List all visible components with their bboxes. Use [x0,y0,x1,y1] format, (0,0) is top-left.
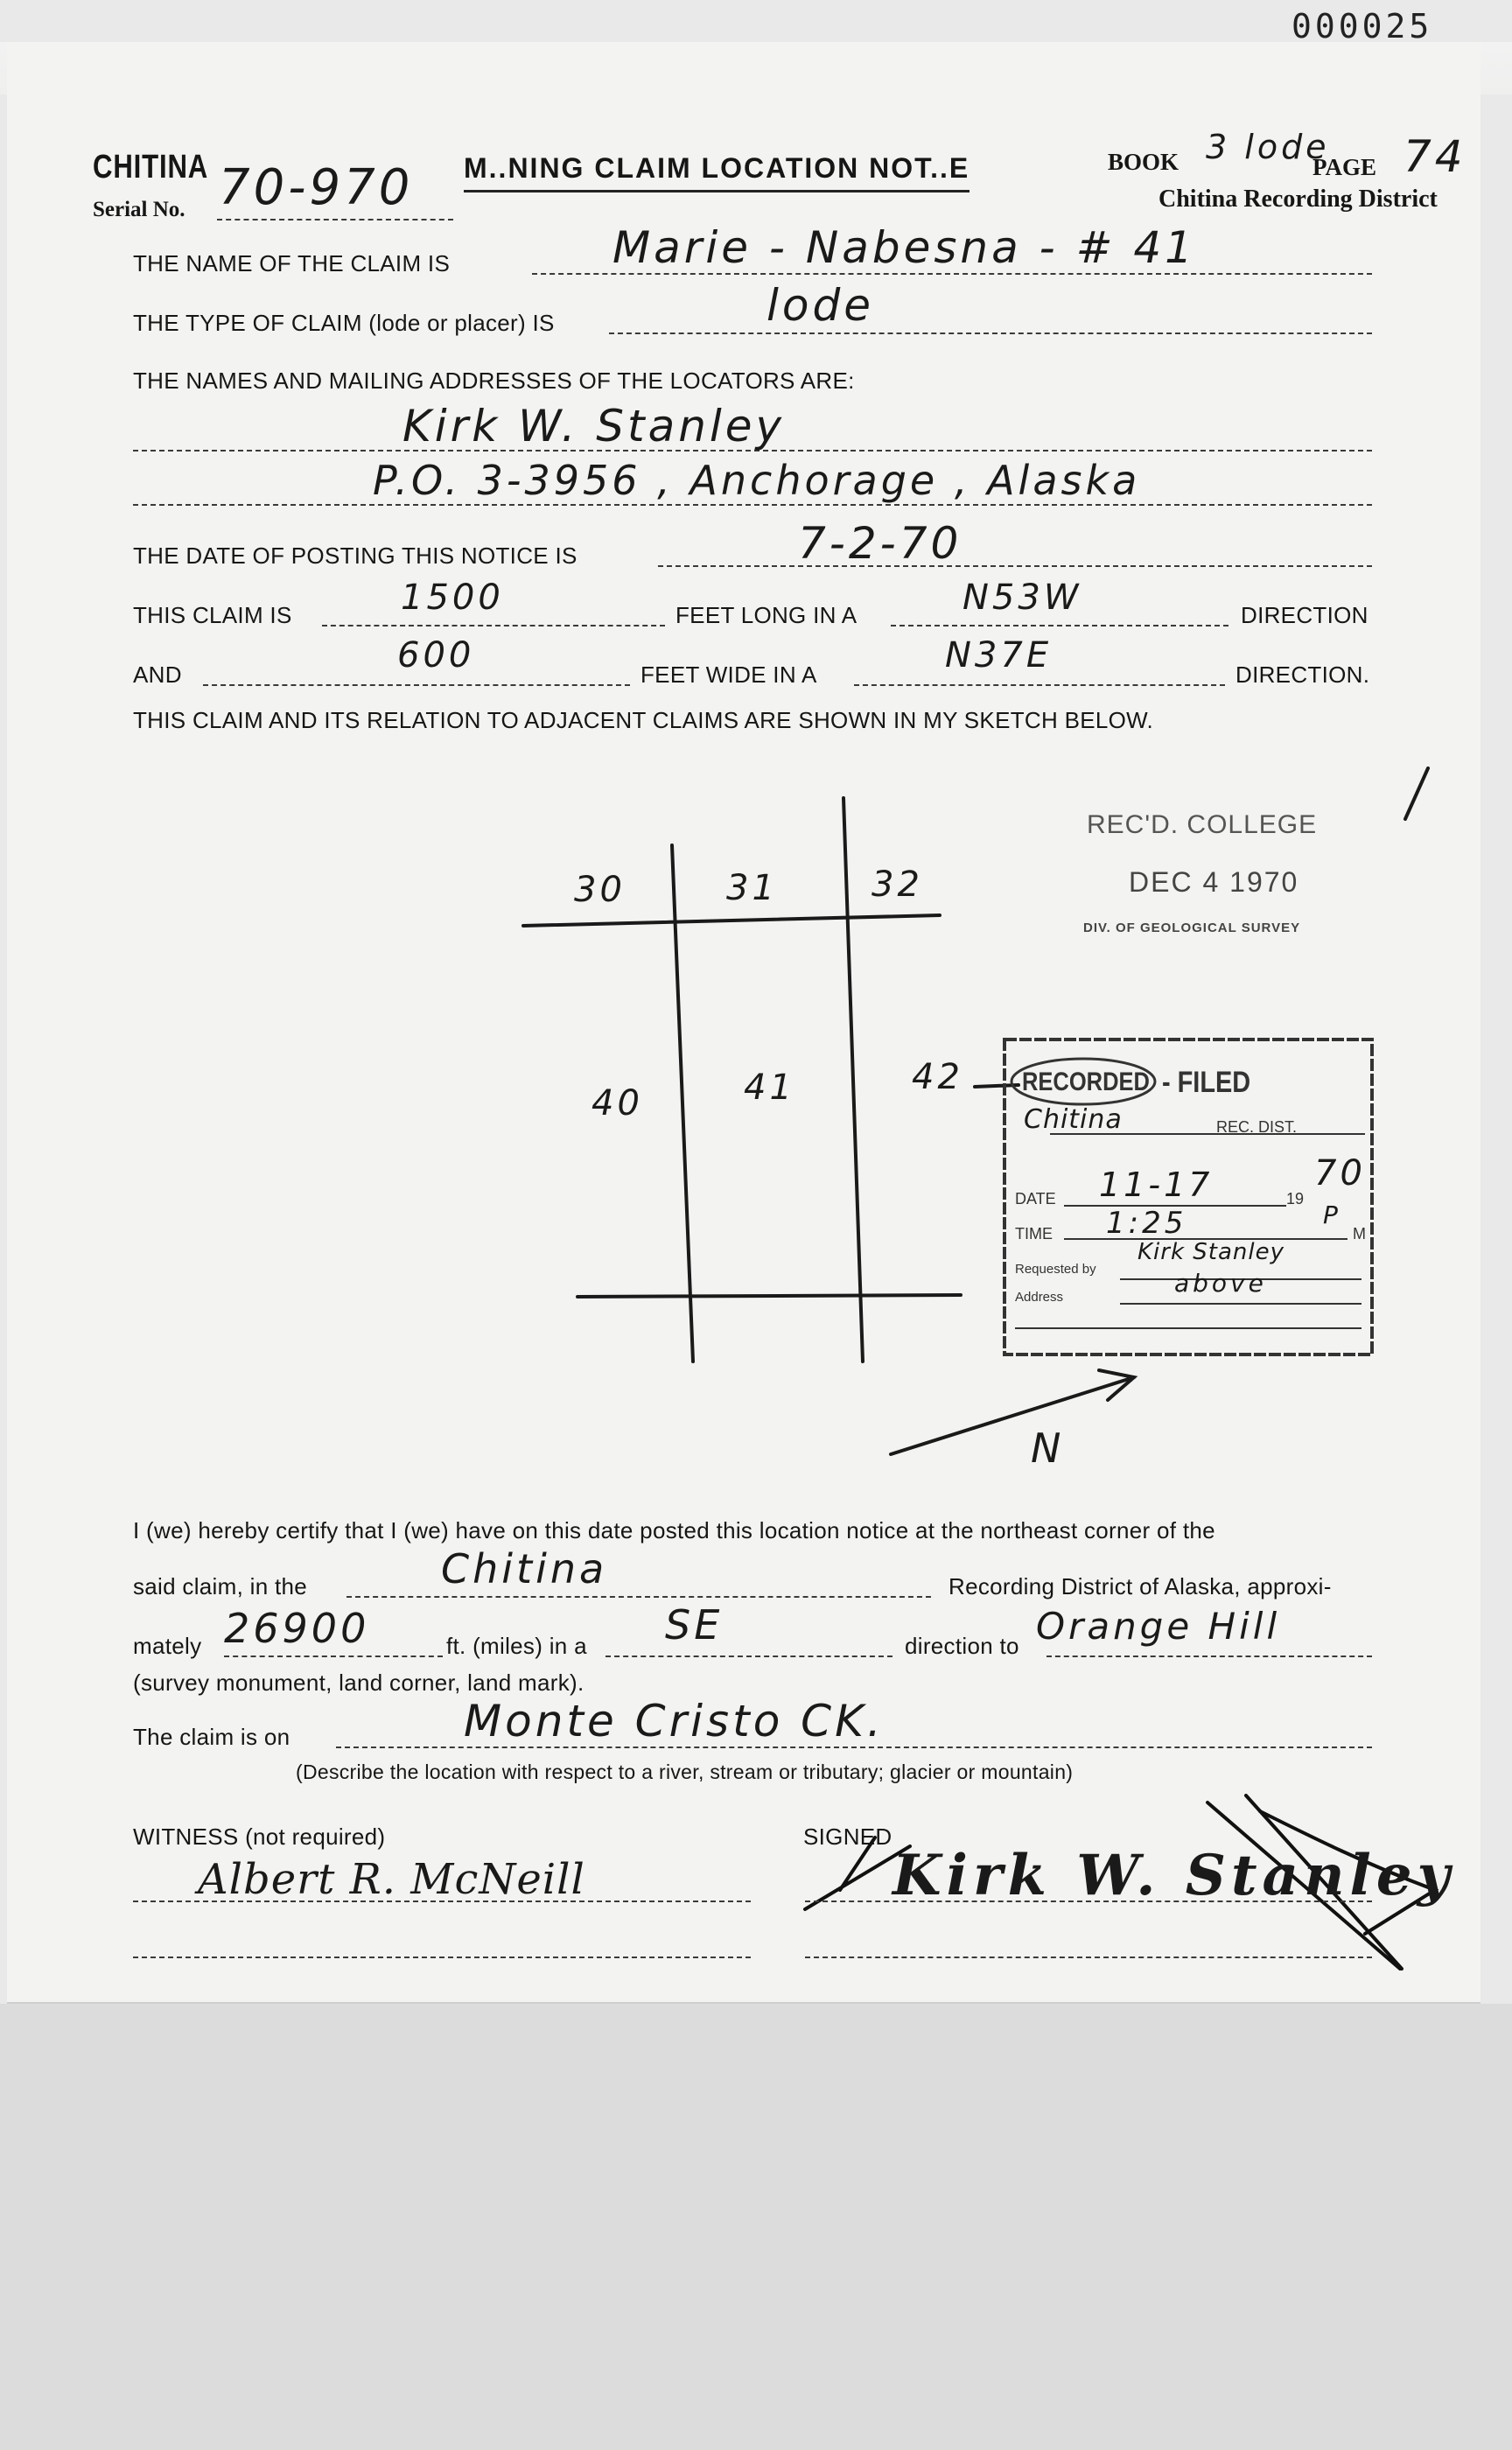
serial-value: 70-970 [219,159,414,216]
direction-label: DIRECTION [1241,602,1368,628]
direction-label-2: DIRECTION. [1236,662,1370,688]
received-stamp-line3: DIV. OF GEOLOGICAL SURVEY [1083,920,1301,935]
witness-line-2 [133,1956,751,1958]
width-value: 600 [397,635,475,676]
district-header: CHITINA [93,149,209,186]
witness-label: WITNESS (not required) [133,1824,386,1850]
recorded-address-value: above [1174,1269,1267,1298]
recorded-time-value: 1:25 [1106,1206,1187,1241]
recorded-time-mark: P [1323,1200,1341,1229]
recording-label: Recording District of Alaska, approxi- [948,1573,1332,1600]
locator-name: Kirk W. Stanley [402,401,786,452]
recorded-time-suffix: M [1353,1225,1366,1242]
survey-label: (survey monument, land corner, land mark). [133,1670,584,1696]
recorded-year-prefix: 19 [1286,1190,1305,1208]
recorded-district-hand: Chitina [1024,1104,1123,1135]
recorded-address-label: Address [1015,1290,1064,1305]
rec-dist-label: REC. DIST. [1216,1118,1298,1136]
mately-label: mately [133,1633,202,1659]
sketch-cell-42: 42 [912,1057,963,1097]
sketch-cell-41: 41 [744,1068,795,1108]
direction-line [606,1656,892,1657]
sketch-arrow-shaft [891,1377,1134,1454]
certification-line1: I (we) hereby certify that I (we) have on this date posted this location notice at the northeast corner of the [133,1517,1215,1544]
page-label: PAGE [1312,154,1376,180]
recorded-requested-label: Requested by [1015,1262,1096,1277]
sketch-cell-40: 40 [592,1083,643,1124]
sketch-tick-mark [1405,768,1428,819]
claim-on-line [336,1746,1372,1748]
signed-label: SIGNED [803,1824,892,1850]
distance-value: 26900 [224,1605,370,1652]
signed-signature: Kirk W. Stanley [892,1843,1455,1908]
feet-wide-label: FEET WIDE IN A [640,662,817,688]
claim-name-label: THE NAME OF THE CLAIM IS [133,250,451,276]
claim-name-value: Marie - Nabesna - # 41 [612,222,1196,273]
width-direction: N37E [945,635,1053,676]
recorded-stamp-filed: - FILED [1162,1066,1251,1099]
witness-signature: Albert R. McNeill [198,1855,585,1904]
recorded-year-value: 70 [1314,1153,1366,1194]
said-claim-label: said claim, in the [133,1573,308,1600]
serial-label: Serial No. [93,198,186,221]
length-direction: N53W [962,578,1082,618]
and-label: AND [133,662,182,688]
recording-district-header: Chitina Recording District [1158,186,1438,213]
recorded-date-label: DATE [1015,1190,1056,1208]
sketch-vline-right [844,798,863,1362]
recorded-time-label: TIME [1015,1225,1053,1242]
posting-date-value: 7-2-70 [798,518,962,569]
length-value: 1500 [401,578,504,618]
claim-on-value: Monte Cristo CK. [464,1696,885,1746]
book-value: 3 lode [1206,128,1330,166]
notice-title: M..NING CLAIM LOCATION NOT..E [464,152,970,192]
recorded-requested-value: Kirk Stanley [1138,1239,1284,1265]
direction-to-label: direction to [905,1633,1019,1659]
landmark-line [1046,1656,1372,1657]
locators-label: THE NAMES AND MAILING ADDRESSES OF THE LOCATORS ARE: [133,368,855,394]
claim-on-label: The claim is on [133,1724,290,1750]
describe-label: (Describe the location with respect to a river, stream or tributary; glacier or mountain) [296,1760,1074,1783]
page-value: 74 [1404,131,1466,182]
certification-district: Chitina [441,1545,608,1592]
claim-type-value: lode [766,280,874,331]
certification-direction: SE [665,1601,724,1648]
distance-line [224,1656,443,1657]
received-stamp-line2: DEC 4 1970 [1129,866,1299,898]
ft-label: ft. (miles) in a [446,1633,587,1659]
sketch-hline-bottom [578,1295,961,1297]
locator-address: P.O. 3-3956 , Anchorage , Alaska [373,457,1141,504]
book-label: BOOK [1108,149,1180,175]
feet-long-label: FEET LONG IN A [676,602,858,628]
recorded-date-value: 11-17 [1099,1166,1214,1204]
posting-date-label: THE DATE OF POSTING THIS NOTICE IS [133,542,578,569]
page-number: 000025 [1292,7,1433,46]
sketch-hline-top [523,915,940,926]
landmark-value: Orange Hill [1036,1605,1281,1648]
signed-line-2 [805,1956,1372,1958]
sketch-cell-32: 32 [872,864,923,905]
north-label: N [1031,1424,1065,1472]
district-line [346,1596,931,1598]
claim-type-label: THE TYPE OF CLAIM (lode or placer) IS [133,310,555,336]
sketch-label: THIS CLAIM AND ITS RELATION TO ADJACENT CLAIMS ARE SHOWN IN MY SKETCH BELOW. [133,707,1154,733]
recorded-stamp-recorded: RECORDED [1022,1068,1150,1096]
received-stamp-line1: REC'D. COLLEGE [1087,810,1318,839]
claim-is-label: THIS CLAIM IS [133,602,292,628]
sketch-cell-30: 30 [574,870,626,910]
sketch-cell-31: 31 [726,868,778,908]
